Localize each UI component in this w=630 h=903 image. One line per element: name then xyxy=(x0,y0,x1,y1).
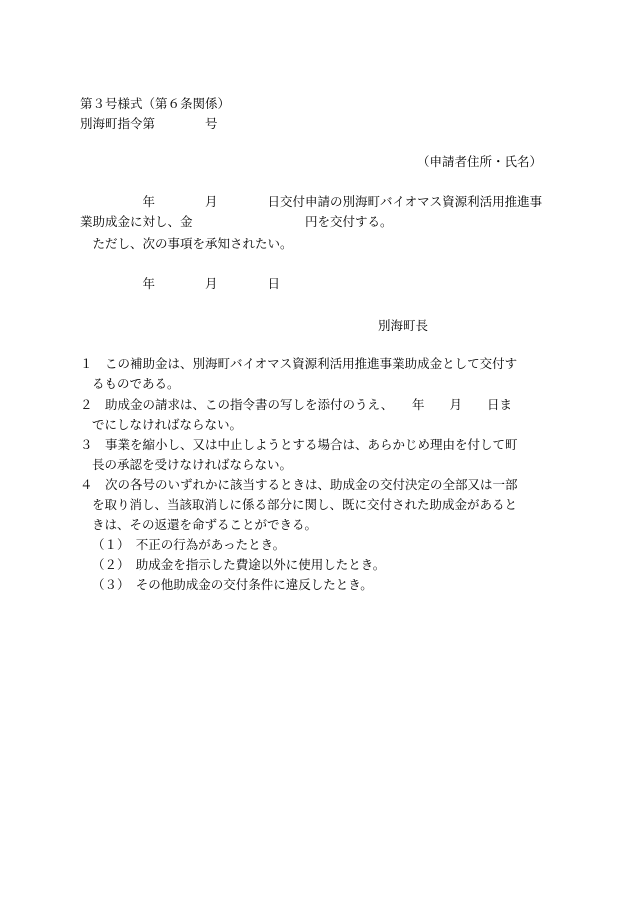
sub-item: （２） 助成金を指示した費途以外に使用したとき。 xyxy=(92,557,386,572)
condition-line: 長の承認を受けなければならない。 xyxy=(92,457,293,472)
applicant-label: （申請者住所・氏名） xyxy=(416,154,542,169)
body-line: 年 月 日交付申請の別海町バイオマス資源利活用推進事 xyxy=(80,194,543,209)
sub-item: （３） その他助成金の交付条件に違反したとき。 xyxy=(92,577,373,592)
body-line: 業助成金に対し、金 円を交付する。 xyxy=(80,214,393,229)
issuer-name: 別海町長 xyxy=(378,318,429,333)
body-line: ただし、次の事項を承知されたい。 xyxy=(80,236,293,251)
issue-date: 年 月 日 xyxy=(80,276,281,291)
sub-item: （１） 不正の行為があったとき。 xyxy=(92,537,286,552)
condition-line: ２ 助成金の請求は、この指令書の写しを添付のうえ、 年 月 日ま xyxy=(80,397,513,412)
condition-line: ３ 事業を縮小し、又は中止しようとする場合は、あらかじめ理由を付して町 xyxy=(80,437,518,452)
condition-line: １ この補助金は、別海町バイオマス資源利活用推進事業助成金として交付す xyxy=(80,356,518,371)
condition-line: ４ 次の各号のいずれかに該当するときは、助成金の交付決定の全部又は一部 xyxy=(80,477,518,492)
condition-line: を取り消し、当該取消しに係る部分に関し、既に交付された助成金があると xyxy=(92,497,518,512)
condition-line: きは、その返還を命ずることができる。 xyxy=(92,517,318,532)
form-title: 第３号様式（第６条関係） xyxy=(80,96,231,111)
condition-line: でにしなければならない。 xyxy=(92,417,243,432)
reference-number: 別海町指令第 号 xyxy=(80,116,218,131)
condition-line: るものである。 xyxy=(92,376,180,391)
